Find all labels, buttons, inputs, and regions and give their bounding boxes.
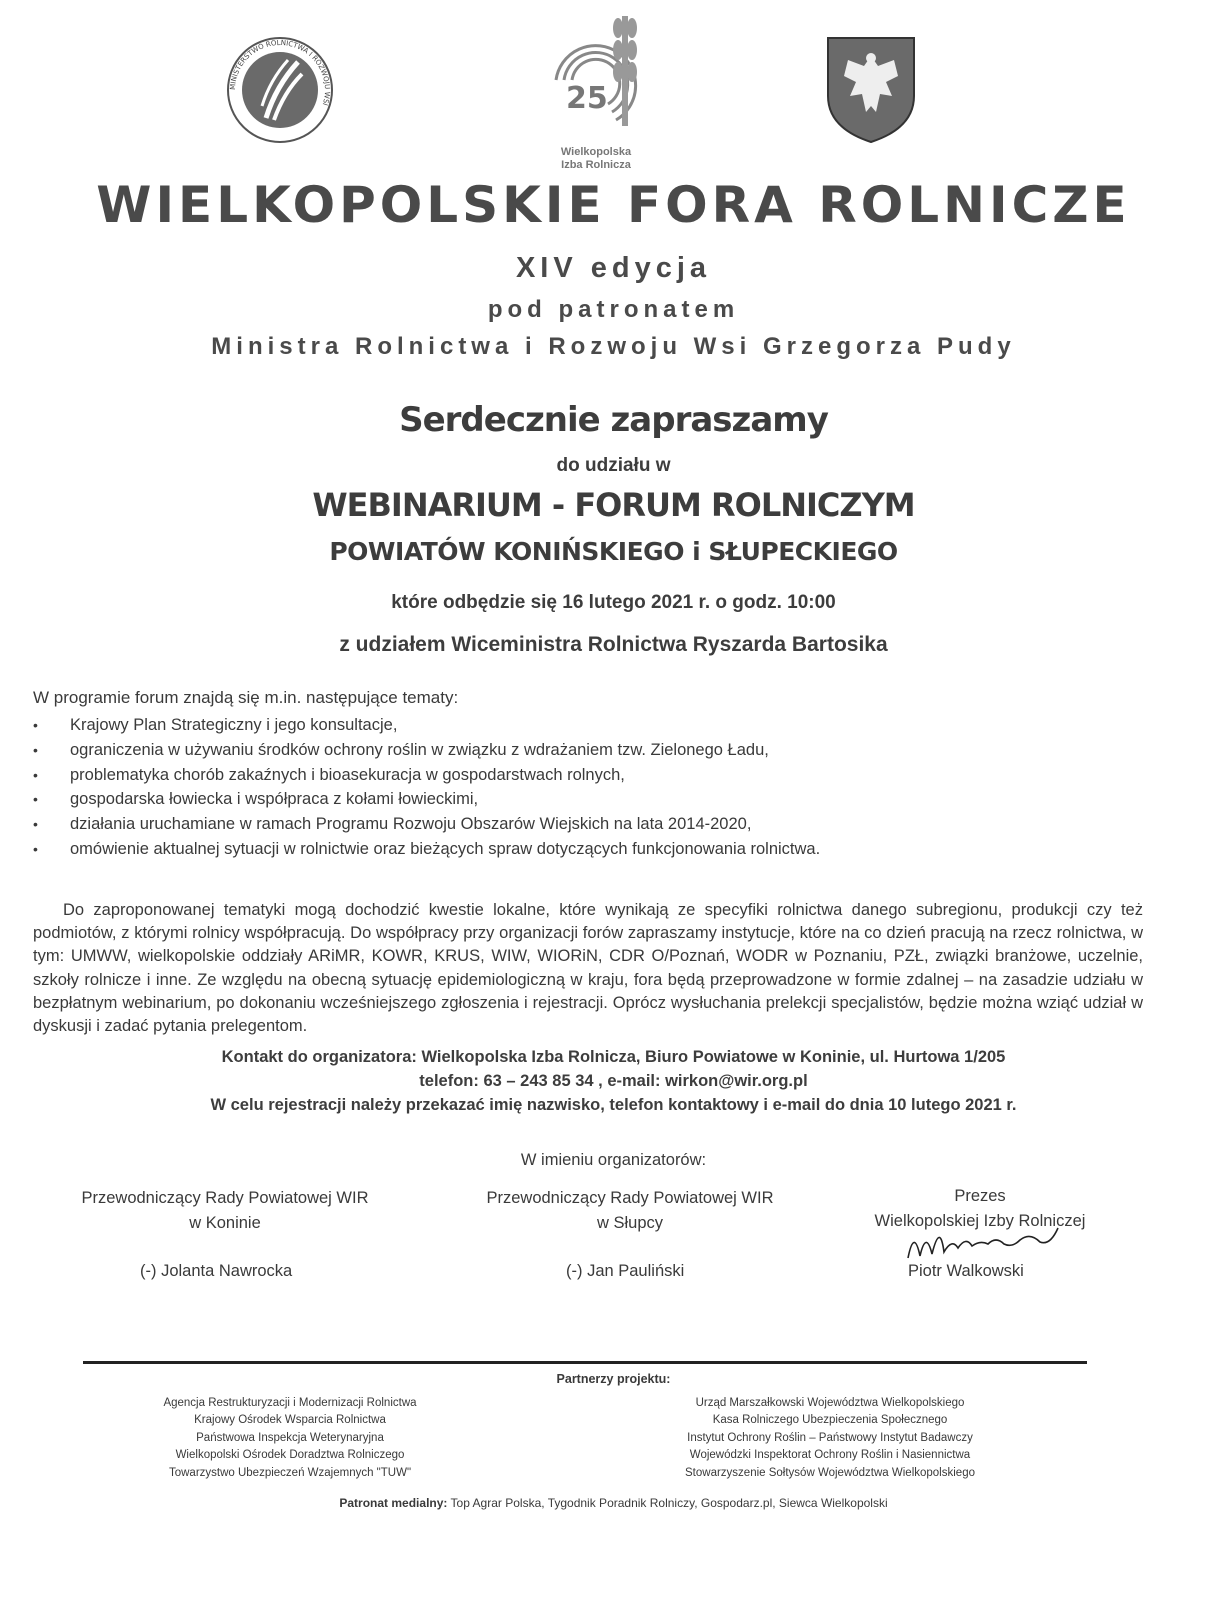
list-item: Wojewódzki Inspektorat Ochrony Roślin i Nasiennictwa: [689, 1449, 971, 1462]
list-item: Agencja Restrukturyzacji i Modernizacji Rolnictwa: [163, 1397, 417, 1409]
signatory-name: (-) Jolanta Nawrocka: [140, 1262, 293, 1280]
program-intro: W programie forum znajdą się m.in. następujące tematy:: [33, 688, 459, 707]
partners-left-list: [120, 1395, 460, 1482]
contact-organizer: Kontakt do organizatora: Wielkopolska Izba Rolnicza, Biuro Powiatowe w Koninie, ul. Hurtowa 1/205: [221, 1048, 1006, 1066]
bullet-icon: •: [33, 766, 38, 783]
patron-name: Ministra Rolnictwa i Rozwoju Wsi Grzegorza Pudy: [211, 333, 1016, 360]
wir-25-logo: [536, 10, 656, 171]
event-date: które odbędzie się 16 lutego 2021 r. o godz. 10:00: [391, 592, 836, 613]
list-item: Towarzystwo Ubezpieczeń Wzajemnych "TUW": [168, 1466, 412, 1479]
ministry-seal-logo: [226, 36, 334, 144]
list-item: Wielkopolski Ośrodek Doradztwa Rolniczego: [175, 1449, 405, 1462]
list-item: • gospodarska łowiecka i współpraca z kołami łowieckimi,: [30, 787, 820, 812]
seal-text: MINISTERSTWO ROLNICTWA I ROZWOJU WSI: [228, 38, 332, 107]
list-item: • ograniczenia w używaniu środków ochrony roślin w związku z wdrażaniem tzw. Zielonego Ładu,: [30, 738, 820, 763]
bullet-icon: •: [33, 816, 38, 833]
event-title: WEBINARIUM - FORUM ROLNICZYM: [312, 486, 915, 524]
list-item: Stowarzyszenie Sołtysów Województwa Wielkopolskiego: [685, 1466, 975, 1479]
signatory-title: Przewodniczący Rady Powiatowej WIR: [81, 1189, 369, 1207]
signatory-title: Wielkopolskiej Izby Rolniczej: [874, 1212, 1086, 1230]
list-item: • działania uruchamiane w ramach Programu Rozwoju Obszarów Wiejskich na lata 2014-2020,: [30, 812, 820, 837]
signatory-title: w Słupcy: [596, 1214, 664, 1232]
list-item: Urząd Marszałkowski Województwa Wielkopolskiego: [695, 1397, 965, 1409]
signatory-title: Przewodniczący Rady Powiatowej WIR: [486, 1189, 774, 1207]
body-paragraph: Do zaproponowanej tematyki mogą dochodzić kwestie lokalne, które wynikają ze specyfiki rolnictwa danego subregionu, produkcji czy też podmiotów, z którymi rolnicy współpracują. Do współpracy przy organizacji forów zapraszamy instytucje, które na co dzień pracują na rzecz rolnictwa, w tym: UMWW, wielkopolskie oddziały ARiMR, KOWR, KRUS, WIW, WIORiN, CDR O/Poznań, WODR w Poznaniu, PZŁ, związki branżowe, uczelnie, szkoły rolnicze i inne. Ze względu na obecną sytuację epidemiologiczną w kraju, fora będą przeprowadzone w formie zdalnej – na zasadzie udziału w bezpłatnym webinarium, po dokonaniu wcześniejszego zgłoszenia i rejestracji. Oprócz wysłuchania prelekcji specjalistów, będzie można wziąć udział w dyskusji i zadać pytania prelegentom.: [33, 901, 1143, 1036]
signatory-name: (-) Jan Pauliński: [566, 1262, 685, 1280]
list-item: Państwowa Inspekcja Weterynaryjna: [196, 1431, 384, 1444]
list-item: Krajowy Ośrodek Wsparcia Rolnictwa: [194, 1414, 386, 1427]
signatory-name: Piotr Walkowski: [908, 1262, 1024, 1280]
signature-block-konin: [40, 1186, 410, 1236]
list-item: • Krajowy Plan Strategiczny i jego konsultacje,: [30, 713, 820, 738]
registration-note: W celu rejestracji należy przekazać imię nazwisko, telefon kontaktowy i e-mail do dnia 10 lutego 2021 r.: [210, 1096, 1017, 1114]
list-item: • problematyka chorób zakaźnych i bioasekuracja w gospodarstwach rolnych,: [30, 763, 820, 788]
media-list: Top Agrar Polska, Tygodnik Poradnik Rolniczy, Gospodarz.pl, Siewca Wielkopolski: [450, 1496, 888, 1510]
partners-right-list: [620, 1395, 1040, 1482]
handwritten-signature: [900, 1218, 1070, 1268]
bullet-icon: •: [33, 717, 38, 733]
media-patronage: [0, 1496, 1227, 1510]
signature-block-slupca: [445, 1186, 815, 1236]
topics-list: [30, 713, 820, 862]
partners-title: Partnerzy projektu:: [556, 1372, 671, 1386]
event-guest: z udziałem Wiceministra Rolnictwa Ryszarda Bartosika: [339, 633, 888, 656]
divider: [83, 1361, 1087, 1364]
list-item: Instytut Ochrony Roślin – Państwowy Instytut Badawczy: [687, 1431, 973, 1444]
edition: XIV edycja: [515, 252, 712, 284]
contact-phone-email: telefon: 63 – 243 85 34 , e-mail: wirkon@wir.org.pl: [419, 1072, 808, 1090]
list-item: • omówienie aktualnej sytuacji w rolnictwie oraz bieżących spraw dotyczących funkcjonowania rolnictwa.: [30, 837, 820, 862]
logo-caption-2: Izba Rolnicza: [561, 159, 631, 171]
signatory-title: w Koninie: [189, 1214, 261, 1232]
event-counties: POWIATÓW KONIŃSKIEGO i SŁUPECKIEGO: [329, 537, 898, 566]
signatory-title: Prezes: [954, 1187, 1006, 1205]
invitation-sub: do udziału w: [556, 455, 671, 476]
logo-caption-1: Wielkopolska: [560, 146, 632, 158]
main-title: WIELKOPOLSKIE FORA ROLNICZE: [96, 176, 1131, 234]
logo-number: 25: [566, 81, 608, 116]
bullet-icon: •: [33, 741, 38, 758]
bullet-icon: •: [33, 791, 38, 808]
patronage-line: pod patronatem: [487, 296, 740, 323]
bullet-icon: •: [33, 840, 38, 857]
media-label: Patronat medialny:: [339, 1496, 448, 1510]
eagle-coat-of-arms-icon: [826, 36, 916, 144]
list-item: Kasa Rolniczego Ubezpieczenia Społecznego: [712, 1414, 948, 1427]
invitation-heading: Serdecznie zapraszamy: [399, 400, 828, 440]
on-behalf-label: W imieniu organizatorów:: [520, 1151, 707, 1169]
